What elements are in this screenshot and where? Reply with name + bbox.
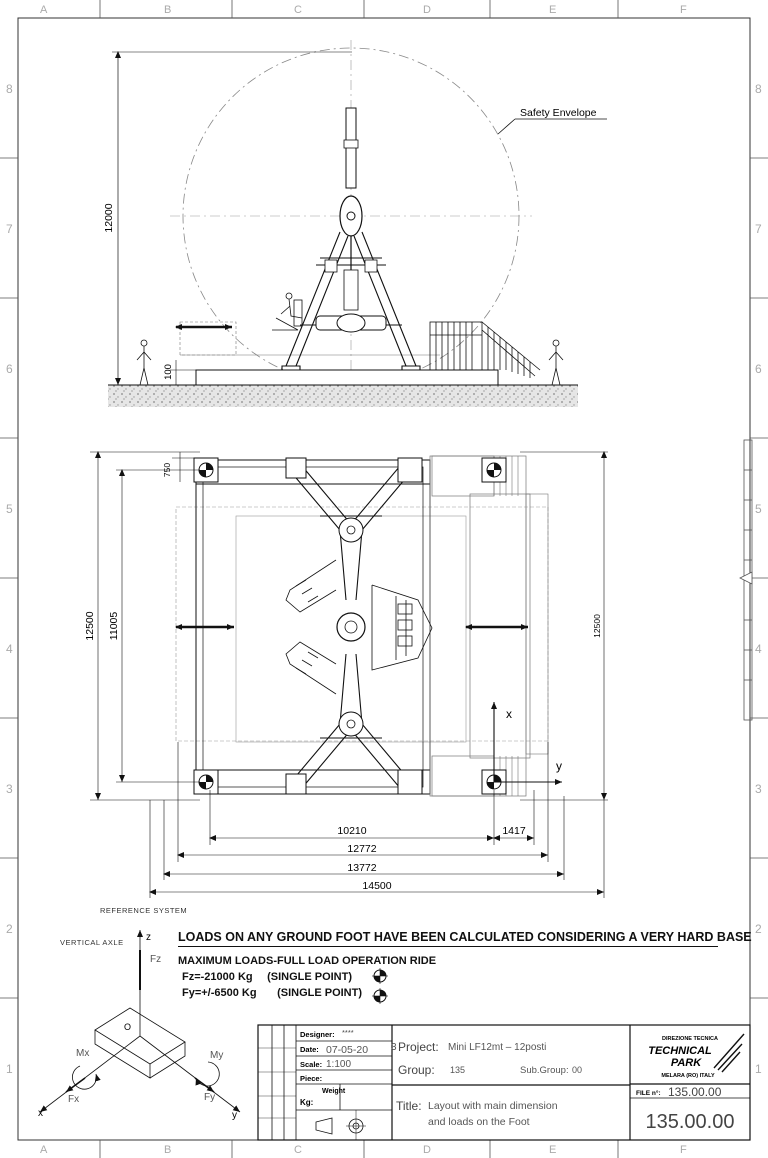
col-label: E bbox=[549, 1144, 557, 1156]
pivot-hub bbox=[340, 196, 362, 236]
row-label: 1 bbox=[6, 1062, 13, 1076]
row-label: 2 bbox=[6, 922, 13, 936]
dim-height: 12000 bbox=[103, 203, 115, 233]
company-city: MELARA (RO) ITALY bbox=[661, 1073, 715, 1079]
col-label: D bbox=[423, 4, 431, 16]
dim-10210: 10210 bbox=[337, 825, 367, 837]
group-value: 135 bbox=[450, 1065, 466, 1075]
plan-axis-y: y bbox=[556, 759, 562, 773]
ref-fx: Fx bbox=[68, 1094, 80, 1105]
dim-750: 750 bbox=[162, 462, 172, 478]
vertical-axle-label: VERTICAL AXLE bbox=[60, 938, 124, 947]
fz-load-line bbox=[182, 971, 718, 983]
scale-figure-left bbox=[137, 340, 151, 385]
row-label: 3 bbox=[755, 782, 762, 796]
row-label: 7 bbox=[755, 222, 762, 236]
title-line2: and loads on the Foot bbox=[428, 1116, 530, 1128]
date-overflow: 3 bbox=[391, 1042, 397, 1053]
notes-title: LOADS ON ANY GROUND FOOT HAVE BEEN CALCULATED CONSIDERING A VERY HARD BASE bbox=[178, 930, 718, 947]
designer-label: Designer: bbox=[300, 1030, 335, 1039]
row-label: 4 bbox=[755, 642, 762, 656]
scale-label: Scale: bbox=[300, 1060, 323, 1069]
ref-y: y bbox=[232, 1110, 237, 1121]
date-label: Date: bbox=[300, 1045, 319, 1054]
company-logo-mark bbox=[714, 1034, 744, 1072]
company-dept: DIREZIONE TECNICA bbox=[662, 1036, 718, 1042]
row-label: 8 bbox=[755, 82, 762, 96]
drawing-number: 135.00.00 bbox=[645, 1111, 735, 1133]
dim-12772: 12772 bbox=[347, 843, 377, 855]
file-label: FILE n°: bbox=[636, 1090, 661, 1097]
plan-center-hub bbox=[337, 613, 365, 641]
scale-value: 1:100 bbox=[326, 1059, 352, 1070]
title-line1: Layout with main dimension bbox=[428, 1100, 558, 1112]
reference-title: REFERENCE SYSTEM bbox=[100, 906, 188, 915]
ground-hatch bbox=[108, 385, 578, 407]
row-label: 5 bbox=[6, 502, 13, 516]
grid-row-labels bbox=[6, 82, 762, 1076]
subgroup-value: 00 bbox=[572, 1065, 583, 1075]
col-label: B bbox=[164, 4, 172, 16]
row-label: 7 bbox=[6, 222, 13, 236]
riders bbox=[272, 293, 302, 330]
group-label: Group: bbox=[398, 1063, 435, 1077]
fz-load-note: (SINGLE POINT) bbox=[267, 971, 353, 983]
designer-value: **** bbox=[342, 1028, 354, 1037]
col-label: E bbox=[549, 4, 557, 16]
fy-load-line bbox=[182, 987, 718, 999]
dim-13772: 13772 bbox=[347, 862, 377, 874]
row-label: 6 bbox=[755, 362, 762, 376]
ref-fz: Fz bbox=[150, 954, 162, 965]
subgroup-label: Sub.Group: bbox=[520, 1065, 569, 1076]
elevation-view bbox=[103, 40, 607, 407]
dim-1417: 1417 bbox=[502, 825, 526, 837]
col-label: C bbox=[294, 1144, 302, 1156]
ref-my: My bbox=[210, 1050, 224, 1061]
safety-envelope-label: Safety Envelope bbox=[520, 107, 597, 119]
col-label: B bbox=[164, 1144, 172, 1156]
kg-label: Kg: bbox=[300, 1098, 314, 1107]
ref-mx: Mx bbox=[76, 1048, 90, 1059]
fy-load-note: (SINGLE POINT) bbox=[277, 987, 363, 999]
row-label: 4 bbox=[6, 642, 13, 656]
piece-label: Piece: bbox=[300, 1074, 323, 1083]
ref-x: x bbox=[38, 1108, 43, 1119]
col-label: F bbox=[680, 1144, 687, 1156]
dim-base: 100 bbox=[163, 364, 174, 380]
row-label: 5 bbox=[755, 502, 762, 516]
title-block-text bbox=[300, 1028, 734, 1133]
col-label: C bbox=[294, 4, 302, 16]
row-label: 1 bbox=[755, 1062, 762, 1076]
dim-12500-left: 12500 bbox=[84, 611, 96, 641]
file-value: 135.00.00 bbox=[668, 1085, 722, 1099]
scale-figure-right bbox=[549, 340, 563, 385]
fz-load-value: Fz=-21000 Kg bbox=[182, 971, 253, 983]
plan-view bbox=[84, 452, 608, 898]
date-value: 07-05-20 bbox=[326, 1044, 369, 1056]
base-slab bbox=[196, 370, 498, 385]
row-label: 6 bbox=[6, 362, 13, 376]
ref-origin: O bbox=[124, 1022, 132, 1032]
col-label: D bbox=[423, 1144, 431, 1156]
dim-12500-right: 12500 bbox=[592, 614, 602, 638]
dim-11005: 11005 bbox=[108, 611, 120, 641]
company-logo-2: PARK bbox=[670, 1057, 702, 1069]
fy-load-value: Fy=+/-6500 Kg bbox=[182, 987, 257, 999]
company-logo-1: TECHNICAL bbox=[648, 1045, 712, 1057]
ref-fy: Fy bbox=[204, 1092, 216, 1103]
weight-label: Weight bbox=[322, 1088, 346, 1095]
project-label: Project: bbox=[398, 1040, 439, 1054]
row-label: 2 bbox=[755, 922, 762, 936]
col-label: A bbox=[40, 1144, 48, 1156]
row-label: 8 bbox=[6, 82, 13, 96]
dim-14500: 14500 bbox=[362, 880, 392, 892]
ref-z: z bbox=[146, 932, 151, 943]
plan-axis-x: x bbox=[506, 707, 512, 721]
title-label: Title: bbox=[396, 1099, 422, 1113]
row-label: 3 bbox=[6, 782, 13, 796]
notes-subtitle: MAXIMUM LOADS-FULL LOAD OPERATION RIDE bbox=[178, 955, 437, 967]
col-label: F bbox=[680, 4, 687, 16]
project-value: Mini LF12mt – 12posti bbox=[448, 1042, 547, 1053]
load-notes bbox=[178, 930, 752, 999]
col-label: A bbox=[40, 4, 48, 16]
